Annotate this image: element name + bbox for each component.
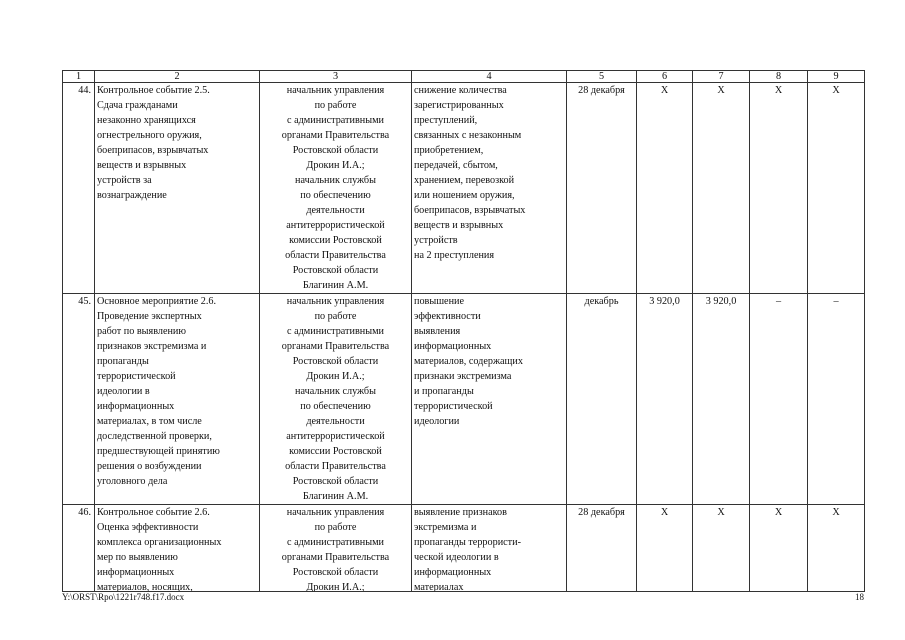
value-cell-8: X (750, 83, 808, 294)
value-cell-6: 3 920,0 (637, 294, 693, 505)
header-row (63, 71, 865, 83)
result-cell: повышение эффективности выявления информационных материалов, содержащих признаки экстремизма и пропаганды террористической идеологии (412, 294, 567, 505)
header-col-4: 4 (412, 71, 567, 83)
deadline-cell: 28 декабря (567, 83, 637, 294)
page-footer (62, 592, 864, 602)
result-cell: снижение количества зарегистрированных преступлений, связанных с незаконным приобретением, передачей, сбытом, хранением, перевозкой или ношением оружия, боеприпасов, взрывчатых веществ и взрывных устройств на 2 преступления (412, 83, 567, 294)
page-number: 18 (855, 592, 864, 602)
header-col-6: 6 (637, 71, 693, 83)
value-cell-7: X (693, 83, 750, 294)
table-row (63, 83, 865, 294)
row-number: 44. (63, 83, 95, 294)
header-col-3: 3 (260, 71, 412, 83)
value-cell-7: X (693, 505, 750, 592)
header-col-8: 8 (750, 71, 808, 83)
value-cell-9: X (808, 505, 865, 592)
header-col-7: 7 (693, 71, 750, 83)
plan-table (62, 70, 865, 592)
responsible-cell (260, 505, 412, 592)
activity-cell: Основное мероприятие 2.6. Проведение экспертных работ по выявлению признаков экстремизма и пропаганды террористической идеологии в информационных материалах, в том числе доследственной проверки, предшествующей принятию решения о возбуждении уголовного дела (95, 294, 260, 505)
result-text: выявление признаков экстремизма и пропаганды террористи- ческой идеологии в информационных материалах (414, 507, 521, 591)
deadline-cell: декабрь (567, 294, 637, 505)
value-cell-9: – (808, 294, 865, 505)
header-col-1: 1 (63, 71, 95, 83)
value-cell-6: X (637, 83, 693, 294)
responsible-cell: начальник управления по работе с административными органами Правительства Ростовской области Дрокин И.А.; начальник службы по обеспечению деятельности антитеррористической комиссии Ростовской области Правительства Ростовской области Благинин А.М. (260, 83, 412, 294)
row-number: 45. (63, 294, 95, 505)
activity-text: Контрольное событие 2.6. Оценка эффективности комплекса организационных мер по выявлению информационных материалов, носящих, (97, 507, 222, 591)
activity-cell (95, 505, 260, 592)
responsible-cell: начальник управления по работе с административными органами Правительства Ростовской области Дрокин И.А.; начальник службы по обеспечению деятельности антитеррористической комиссии Ростовской области Правительства Ростовской области Благинин А.М. (260, 294, 412, 505)
header-col-2: 2 (95, 71, 260, 83)
value-cell-7: 3 920,0 (693, 294, 750, 505)
table-row (63, 294, 865, 505)
deadline-cell: 28 декабря (567, 505, 637, 592)
row-number: 46. (63, 505, 95, 592)
value-cell-6: X (637, 505, 693, 592)
header-col-5: 5 (567, 71, 637, 83)
value-cell-8: X (750, 505, 808, 592)
file-path: Y:\ORST\Rpo\1221r748.f17.docx (62, 592, 185, 602)
responsible-text: начальник управления по работе с административными органами Правительства Ростовской области Дрокин И.А.; (281, 507, 390, 591)
activity-cell: Контрольное событие 2.5. Сдача гражданами незаконно хранящихся огнестрельного оружия, боеприпасов, взрывчатых веществ и взрывных устройств за вознаграждение (95, 83, 260, 294)
value-cell-9: X (808, 83, 865, 294)
value-cell-8: – (750, 294, 808, 505)
result-cell (412, 505, 567, 592)
table-row (63, 505, 865, 592)
header-col-9: 9 (808, 71, 865, 83)
